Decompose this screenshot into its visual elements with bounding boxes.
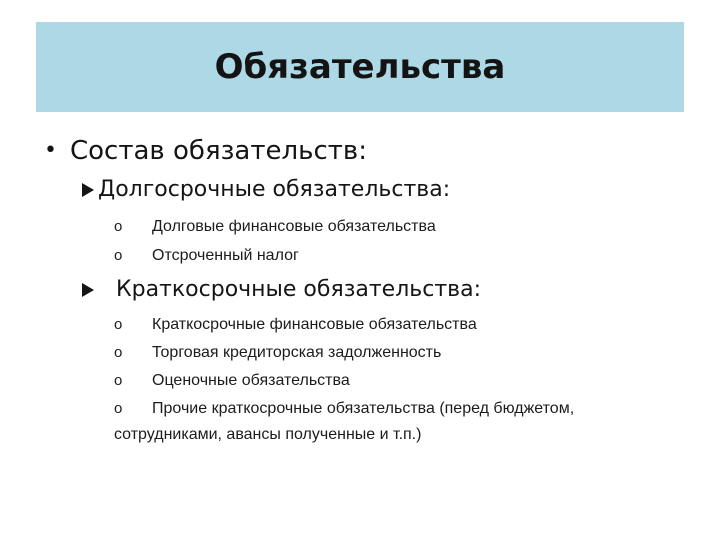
long-term-label: Долгосрочные обязательства: xyxy=(98,177,451,202)
circle-bullet-icon: o xyxy=(114,218,123,235)
list-item-continuation: сотрудниками, авансы полученные и т.п.) xyxy=(114,426,422,443)
list-item-text: Оценочные обязательства xyxy=(152,372,350,389)
short-term-label: Краткосрочные обязательства: xyxy=(116,277,482,302)
list-item-text: Долговые финансовые обязательства xyxy=(152,218,436,235)
list-item xyxy=(114,314,477,336)
circle-bullet-icon: o xyxy=(114,247,123,264)
list-item-text: Торговая кредиторская задолженность xyxy=(152,344,442,361)
list-item xyxy=(114,245,299,267)
list-item xyxy=(114,398,574,420)
arrow-bullet-icon xyxy=(82,283,94,297)
circle-bullet-icon: o xyxy=(114,400,123,417)
list-item-text: Краткосрочные финансовые обязательства xyxy=(152,316,477,333)
circle-bullet-icon: o xyxy=(114,344,123,361)
list-item xyxy=(114,342,441,364)
list-item xyxy=(114,370,350,392)
main-bullet xyxy=(44,134,367,168)
list-item-text: Прочие краткосрочные обязательства (перед бюджетом, xyxy=(152,400,575,417)
slide-title: Обязательства xyxy=(214,47,506,87)
list-item xyxy=(114,216,436,238)
title-banner xyxy=(36,22,684,112)
arrow-bullet-icon xyxy=(82,183,94,197)
short-term-section xyxy=(82,276,481,304)
long-term-section xyxy=(82,176,450,204)
circle-bullet-icon: o xyxy=(114,316,123,333)
list-item-text: Отсроченный налог xyxy=(152,247,299,264)
main-heading: Состав обязательств: xyxy=(70,136,367,166)
circle-bullet-icon: o xyxy=(114,372,123,389)
bullet-dot-icon: • xyxy=(44,138,57,163)
